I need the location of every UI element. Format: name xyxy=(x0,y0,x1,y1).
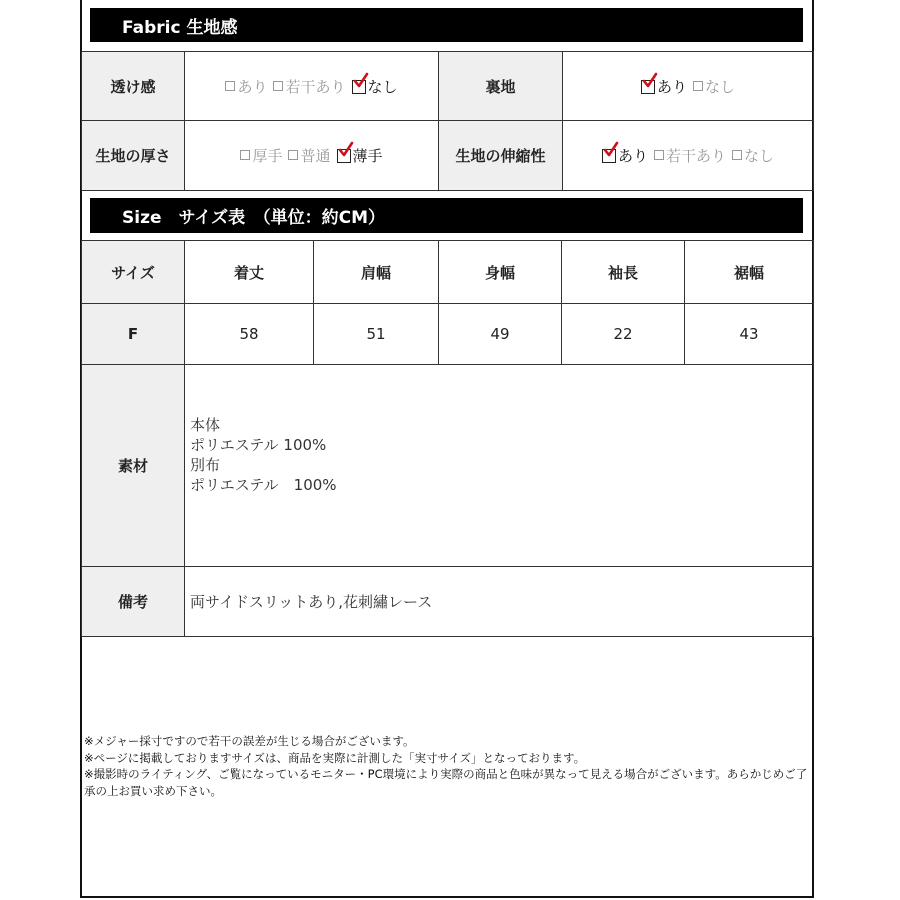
checkbox-icon xyxy=(225,81,235,91)
note-line: ※ページに掲載しておりますサイズは、商品を実際に計測した「実寸サイズ」となっております。 xyxy=(84,750,586,765)
size-cell: 51 xyxy=(314,304,439,365)
option-label: 薄手 xyxy=(352,147,383,165)
fabric-label: 生地の伸縮性 xyxy=(439,121,563,191)
note-line: ※撮影時のライティング、ご覧になっているモニター・PC環境により実際の商品と色味が異なって見える場合がございます。あらかじめご了承の上お買い求め下さい。 xyxy=(84,767,808,798)
option-label: なし xyxy=(367,77,398,96)
checkmark-icon xyxy=(352,80,366,94)
checked-option[interactable] xyxy=(641,76,687,97)
fabric-options xyxy=(563,121,814,191)
option-label: 厚手 xyxy=(252,147,283,165)
fabric-options xyxy=(185,52,439,121)
notes xyxy=(84,733,809,799)
size-col-header: 裾幅 xyxy=(685,241,814,304)
unchecked-option[interactable] xyxy=(732,145,774,166)
size-col-header: 肩幅 xyxy=(314,241,439,304)
size-header-row xyxy=(82,241,814,304)
material-row xyxy=(82,365,814,567)
remarks-label: 備考 xyxy=(82,567,185,637)
option-label: あり xyxy=(237,77,268,96)
material-line: 別布 xyxy=(190,456,221,474)
fabric-label: 生地の厚さ xyxy=(82,121,185,191)
size-col-header: 着丈 xyxy=(185,241,314,304)
option-label: なし xyxy=(744,147,775,165)
size-header xyxy=(90,198,803,233)
checkmark-icon xyxy=(337,149,351,163)
fabric-row xyxy=(82,52,814,121)
checkbox-icon xyxy=(240,150,250,160)
unchecked-option[interactable] xyxy=(240,145,282,166)
size-row xyxy=(82,304,814,365)
fabric-options xyxy=(563,52,814,121)
material-content xyxy=(185,365,814,567)
checkmark-icon xyxy=(641,80,655,94)
checkbox-icon xyxy=(693,81,703,91)
fabric-options xyxy=(185,121,439,191)
size-col-header: サイズ xyxy=(82,241,185,304)
material-line: 本体 xyxy=(190,416,221,434)
size-header-title: Size サイズ表 （単位：約CM） xyxy=(122,208,386,228)
option-label: あり xyxy=(617,147,648,165)
checkmark-icon xyxy=(602,149,616,163)
checkbox-icon xyxy=(273,81,283,91)
unchecked-option[interactable] xyxy=(654,145,726,166)
option-label: 若干あり xyxy=(285,77,346,96)
unchecked-option[interactable] xyxy=(693,76,735,97)
checked-option[interactable] xyxy=(352,76,398,97)
checkbox-icon xyxy=(654,150,664,160)
option-label: 普通 xyxy=(300,147,331,165)
unchecked-option[interactable] xyxy=(225,76,267,97)
size-cell: 49 xyxy=(439,304,562,365)
size-col-header: 身幅 xyxy=(439,241,562,304)
fabric-header xyxy=(90,8,803,42)
fabric-row xyxy=(82,121,814,191)
size-cell: 43 xyxy=(685,304,814,365)
unchecked-option[interactable] xyxy=(273,76,345,97)
material-line: ポリエステル 100% xyxy=(190,436,327,454)
material-table xyxy=(81,364,814,637)
material-line: ポリエステル 100% xyxy=(190,476,337,494)
size-cell: 58 xyxy=(185,304,314,365)
size-cell: 22 xyxy=(562,304,685,365)
remarks-text: 両サイドスリットあり,花刺繡レース xyxy=(185,567,814,637)
option-label: なし xyxy=(705,77,736,96)
fabric-label: 透け感 xyxy=(82,52,185,121)
note-line: ※メジャー採寸ですので若干の誤差が生じる場合がございます。 xyxy=(84,734,415,748)
remarks-row xyxy=(82,567,814,637)
option-label: 若干あり xyxy=(665,147,726,165)
checkbox-icon xyxy=(732,150,742,160)
material-label: 素材 xyxy=(82,365,185,567)
fabric-label: 裏地 xyxy=(439,52,563,121)
checked-option[interactable] xyxy=(602,145,648,166)
unchecked-option[interactable] xyxy=(288,145,330,166)
fabric-table xyxy=(81,51,814,191)
fabric-header-title: Fabric 生地感 xyxy=(122,17,238,38)
checked-option[interactable] xyxy=(337,145,383,166)
size-cell: F xyxy=(82,304,185,365)
size-table xyxy=(81,240,814,365)
option-label: あり xyxy=(656,77,687,96)
checkbox-icon xyxy=(288,150,298,160)
size-col-header: 袖長 xyxy=(562,241,685,304)
